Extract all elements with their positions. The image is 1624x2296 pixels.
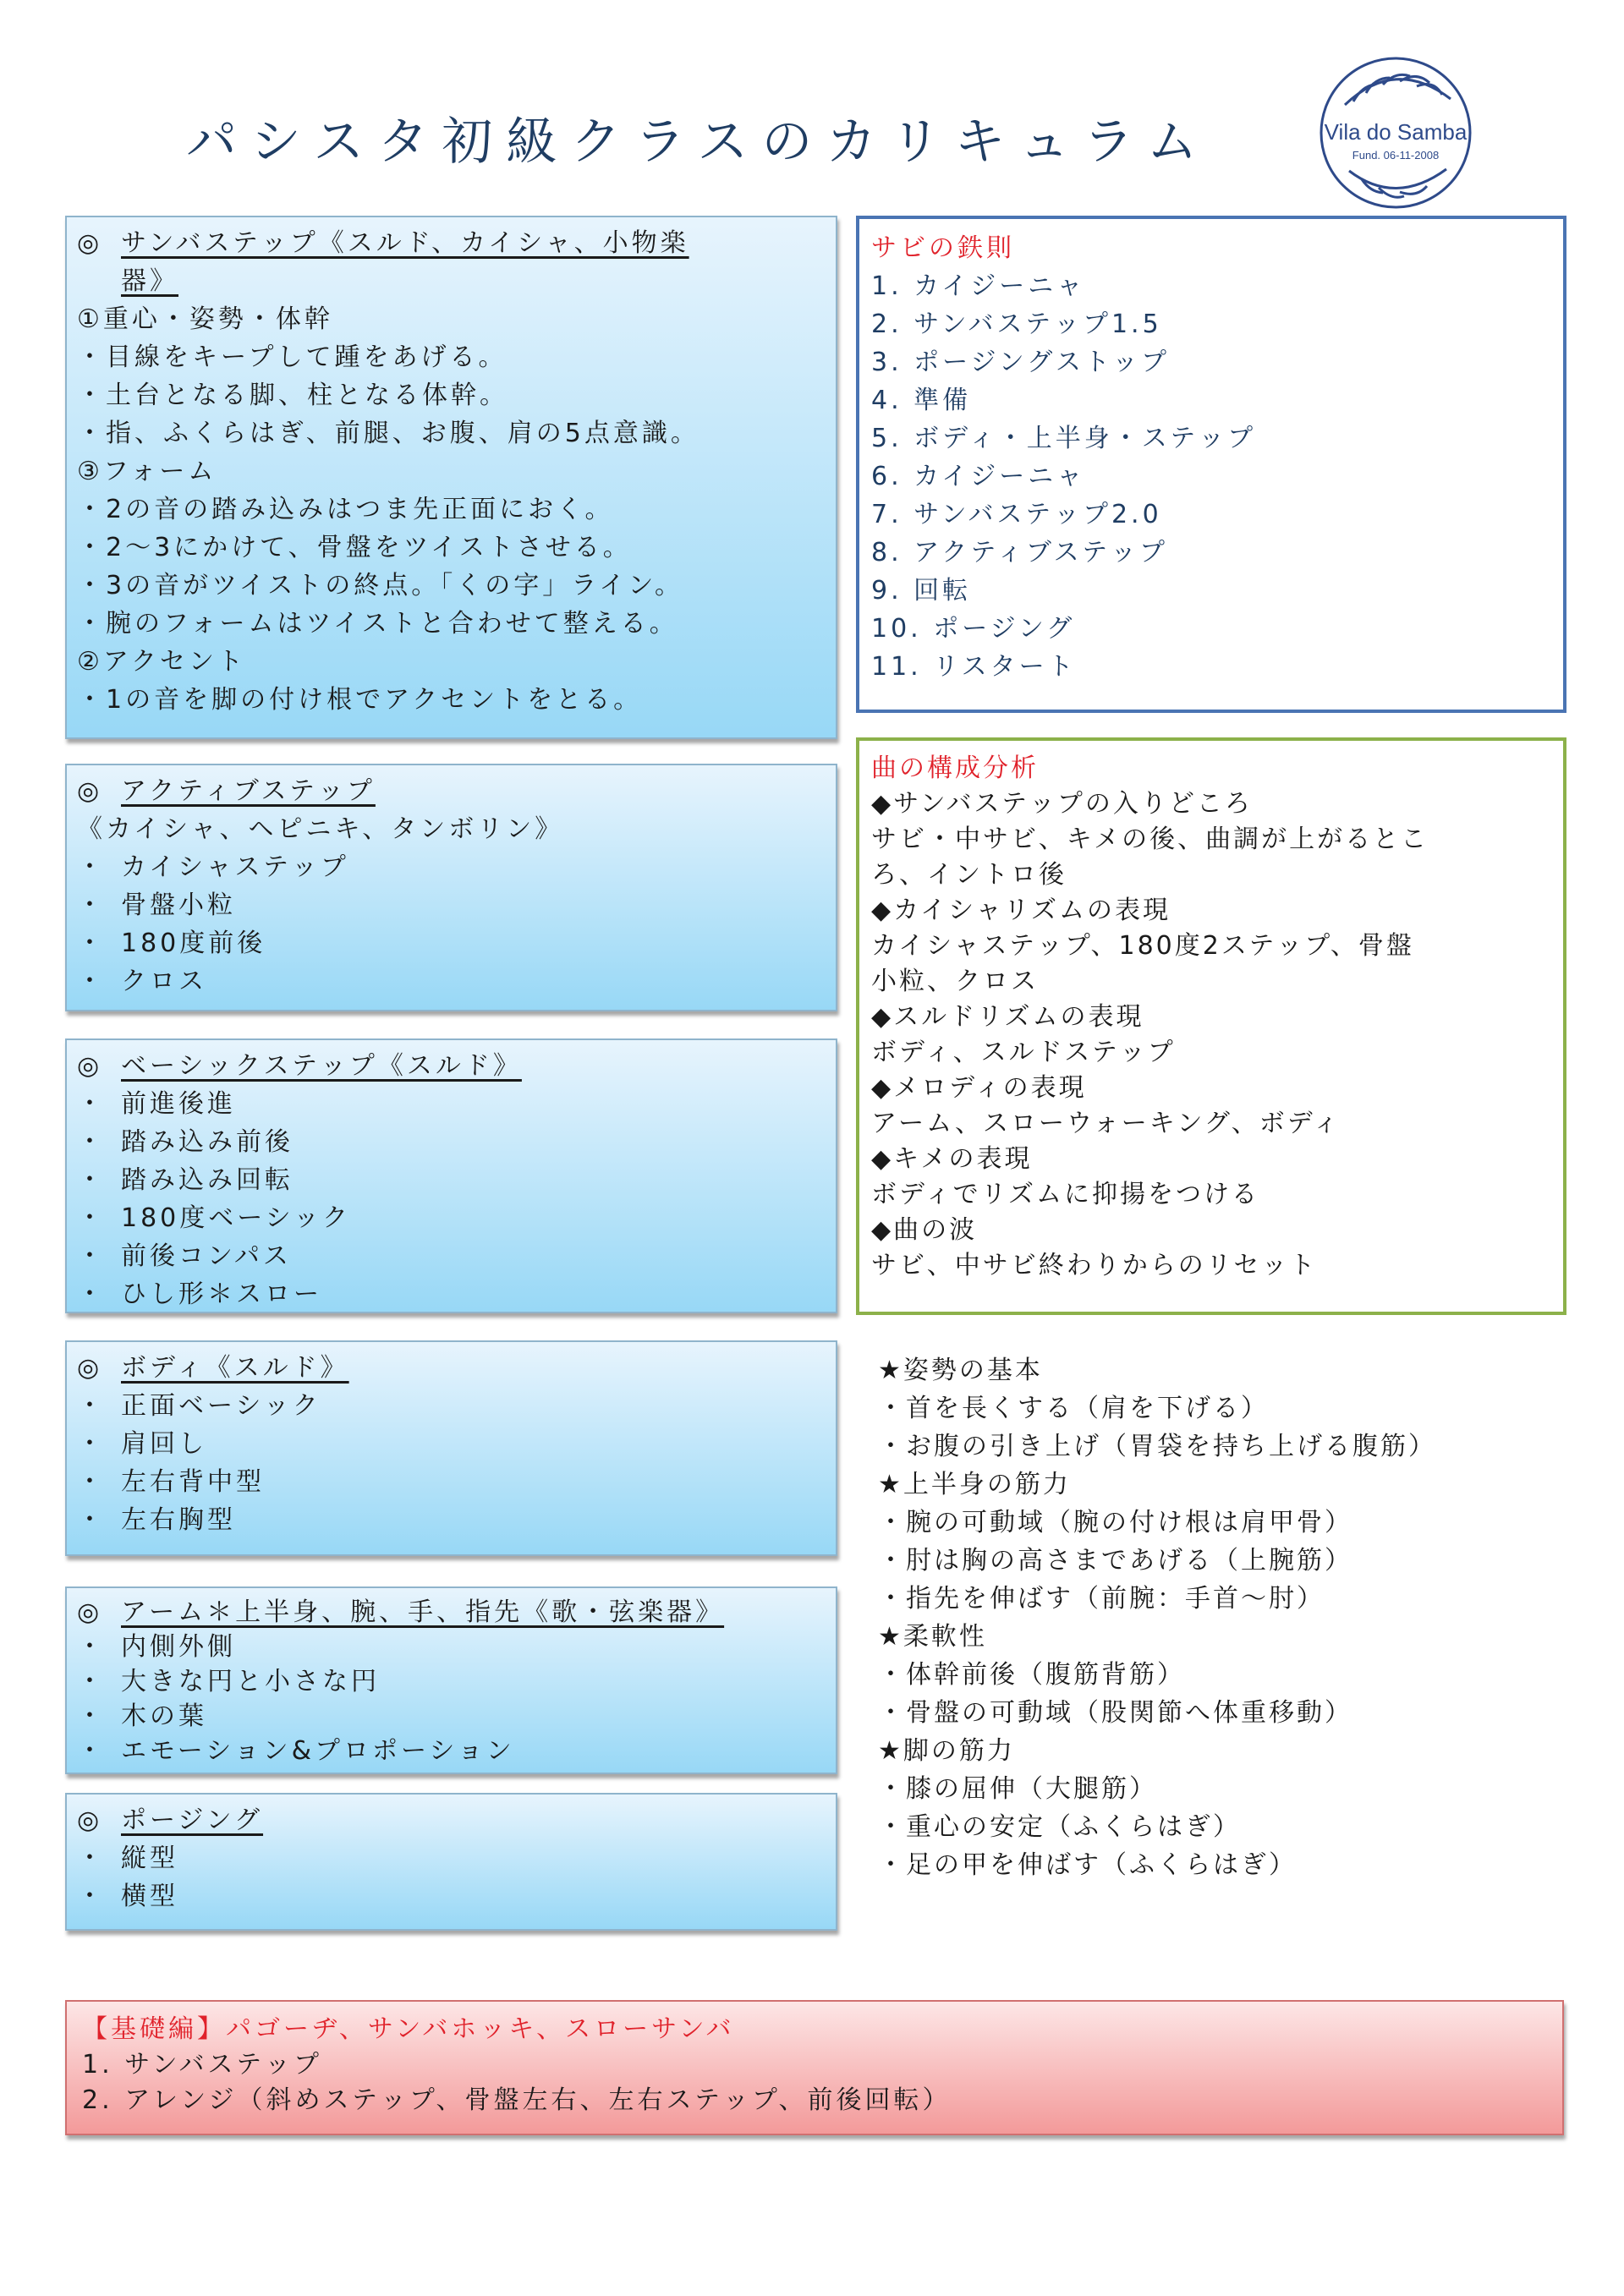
body-heading: ボディ《スルド》 bbox=[121, 1353, 349, 1383]
song-analysis-line: ◆サンバステップの入りどころ bbox=[871, 789, 1253, 819]
sabi-rules-heading: サビの鉄則 bbox=[871, 233, 1015, 263]
samba-step-line: ③フォーム bbox=[77, 457, 217, 486]
active-step-heading: アクティブステップ bbox=[121, 776, 376, 806]
bullet: ・ bbox=[77, 1882, 106, 1911]
posing-heading: ポージング bbox=[121, 1806, 264, 1835]
samba-step-line: ②アクセント bbox=[77, 647, 246, 677]
posture-line: ・足の甲を伸ばす（ふくらはぎ） bbox=[878, 1850, 1297, 1880]
list-item: 横型 bbox=[121, 1882, 178, 1911]
basics-box bbox=[65, 2000, 1564, 2135]
active-step-box bbox=[65, 764, 837, 1011]
posture-line: ★姿勢の基本 bbox=[878, 1356, 1043, 1385]
sabi-rule-item: 6. カイジーニャ bbox=[871, 462, 1086, 491]
double-circle-mark: ◎ bbox=[77, 1806, 103, 1835]
basics-item: 2. アレンジ（斜めステップ、骨盤左右、左右ステップ、前後回転） bbox=[82, 2085, 952, 2115]
samba-step-line: ・3の音がツイストの終点。「くの字」ライン。 bbox=[77, 571, 683, 600]
posture-line: ★脚の筋力 bbox=[878, 1736, 1015, 1766]
song-analysis-line: ◆キメの表現 bbox=[871, 1144, 1033, 1174]
samba-step-line: ・指、ふくらはぎ、前腿、お腹、肩の5点意識。 bbox=[77, 419, 700, 448]
bullet: ・ bbox=[77, 1280, 106, 1309]
samba-step-line: ・1の音を脚の付け根でアクセントをとる。 bbox=[77, 685, 643, 715]
arm-heading: アーム＊上半身、腕、手、指先《歌・弦楽器》 bbox=[121, 1597, 725, 1627]
posture-line: ・首を長くする（肩を下げる） bbox=[878, 1394, 1269, 1423]
song-analysis-heading: 曲の構成分析 bbox=[871, 753, 1039, 783]
samba-step-line: ・2～3にかけて、骨盤をツイストさせる。 bbox=[77, 533, 632, 562]
bullet: ・ bbox=[77, 1632, 106, 1662]
bullet: ・ bbox=[77, 1429, 106, 1459]
song-analysis-line: ◆メロディの表現 bbox=[871, 1073, 1087, 1103]
body-box bbox=[65, 1340, 837, 1556]
list-item: 縦型 bbox=[121, 1844, 178, 1873]
bullet: ・ bbox=[77, 929, 106, 958]
samba-step-line: ①重心・姿勢・体幹 bbox=[77, 304, 333, 334]
bullet: ・ bbox=[77, 1241, 106, 1271]
list-item: 左右背中型 bbox=[121, 1467, 265, 1497]
posture-line: ・体幹前後（腹筋背筋） bbox=[878, 1660, 1185, 1690]
logo-name: Vila do Samba bbox=[1324, 119, 1468, 145]
posture-line: ・腕の可動域（腕の付け根は肩甲骨） bbox=[878, 1508, 1352, 1537]
song-analysis-line: ◆カイシャリズムの表現 bbox=[871, 896, 1171, 925]
bullet: ・ bbox=[77, 1844, 106, 1873]
list-item: 前進後進 bbox=[121, 1089, 236, 1119]
list-item: 180度ベーシック bbox=[121, 1203, 352, 1233]
list-item: ひし形＊スロー bbox=[121, 1280, 322, 1309]
song-analysis-line: ◆曲の波 bbox=[871, 1215, 978, 1245]
samba-step-heading-2: 器》 bbox=[121, 266, 178, 296]
basic-step-box bbox=[65, 1038, 837, 1313]
bullet: ・ bbox=[77, 1667, 106, 1696]
song-analysis-line: 小粒、クロス bbox=[871, 967, 1039, 996]
posture-line: ・お腹の引き上げ（胃袋を持ち上げる腹筋） bbox=[878, 1432, 1436, 1461]
list-item: 大きな円と小さな円 bbox=[121, 1667, 380, 1696]
list-item: 前後コンパス bbox=[121, 1241, 292, 1271]
sabi-rule-item: 2. サンバステップ1.5 bbox=[871, 310, 1162, 339]
bullet: ・ bbox=[77, 1467, 106, 1497]
list-item: クロス bbox=[121, 967, 207, 996]
list-item: 肩回し bbox=[121, 1429, 207, 1459]
bullet: ・ bbox=[77, 1127, 106, 1157]
sabi-rule-item: 7. サンバステップ2.0 bbox=[871, 500, 1162, 529]
bullet: ・ bbox=[77, 1701, 106, 1731]
sabi-rule-item: 9. 回転 bbox=[871, 576, 972, 606]
posture-notes bbox=[878, 1351, 1436, 1884]
samba-step-line: ・目線をキープして踵をあげる。 bbox=[77, 342, 508, 372]
bullet: ・ bbox=[77, 1391, 106, 1421]
sabi-rule-item: 11. リスタート bbox=[871, 652, 1077, 682]
sabi-rule-item: 5. ボディ・上半身・ステップ bbox=[871, 424, 1257, 453]
song-analysis-line: アーム、スローウォーキング、ボディ bbox=[871, 1109, 1341, 1138]
double-circle-mark: ◎ bbox=[77, 1597, 103, 1627]
double-circle-mark: ◎ bbox=[77, 1353, 103, 1383]
song-analysis-line: ボディ、スルドステップ bbox=[871, 1038, 1176, 1067]
basic-step-heading: ベーシックステップ《スルド》 bbox=[121, 1051, 522, 1081]
song-analysis-line: ボディでリズムに抑揚をつける bbox=[871, 1180, 1259, 1209]
sabi-rule-item: 4. 準備 bbox=[871, 386, 972, 415]
song-analysis-line: サビ・中サビ、キメの後、曲調が上がるとこ bbox=[871, 825, 1429, 854]
list-item: エモーション&プロポーション bbox=[121, 1736, 515, 1766]
list-item: 踏み込み回転 bbox=[121, 1165, 294, 1195]
posture-line: ★上半身の筋力 bbox=[878, 1470, 1071, 1499]
posture-line: ・骨盤の可動域（股関節へ体重移動） bbox=[878, 1698, 1352, 1728]
song-analysis-line: サビ、中サビ終わりからのリセット bbox=[871, 1251, 1318, 1280]
posture-line: ・膝の屈伸（大腿筋） bbox=[878, 1774, 1157, 1804]
list-item: 左右胸型 bbox=[121, 1505, 236, 1535]
sabi-rule-item: 8. アクティブステップ bbox=[871, 538, 1169, 567]
sabi-rule-item: 10. ポージング bbox=[871, 614, 1076, 644]
bullet: ・ bbox=[77, 1203, 106, 1233]
list-item: 踏み込み前後 bbox=[121, 1127, 294, 1157]
sabi-rules-panel bbox=[856, 216, 1566, 713]
samba-step-heading-1: サンバステップ《スルド、カイシャ、小物楽 bbox=[121, 228, 689, 258]
samba-step-line: ・土台となる脚、柱となる体幹。 bbox=[77, 381, 508, 410]
samba-step-line: ・2の音の踏み込みはつま先正面におく。 bbox=[77, 495, 614, 524]
posture-line: ・重心の安定（ふくらはぎ） bbox=[878, 1812, 1241, 1842]
double-circle-mark: ◎ bbox=[77, 776, 103, 806]
sabi-rule-item: 3. ポージングストップ bbox=[871, 348, 1171, 377]
posture-line: ・肘は胸の高さまであげる（上腕筋） bbox=[878, 1546, 1352, 1575]
logo-fund: Fund. 06-11-2008 bbox=[1352, 149, 1440, 162]
bullet: ・ bbox=[77, 1089, 106, 1119]
double-circle-mark: ◎ bbox=[77, 1051, 103, 1081]
list-item: 180度前後 bbox=[121, 929, 266, 958]
bullet: ・ bbox=[77, 967, 106, 996]
double-circle-mark: ◎ bbox=[77, 228, 103, 258]
posing-box bbox=[65, 1793, 837, 1931]
bullet: ・ bbox=[77, 1736, 106, 1766]
list-item: カイシャステップ bbox=[121, 852, 349, 882]
arm-box bbox=[65, 1586, 837, 1774]
sabi-rule-item: 1. カイジーニャ bbox=[871, 271, 1086, 301]
basics-item: 1. サンバステップ bbox=[82, 2050, 322, 2080]
bullet: ・ bbox=[77, 1505, 106, 1535]
song-analysis-line: ◆スルドリズムの表現 bbox=[871, 1002, 1144, 1032]
list-item: 木の葉 bbox=[121, 1701, 207, 1731]
bullet: ・ bbox=[77, 852, 106, 882]
bullet: ・ bbox=[77, 1165, 106, 1195]
vila-do-samba-logo bbox=[1315, 52, 1476, 213]
active-step-subheading: 《カイシャ、ヘピニキ、タンボリン》 bbox=[77, 814, 564, 844]
list-item: 正面ベーシック bbox=[121, 1391, 321, 1421]
samba-step-box bbox=[65, 216, 837, 739]
list-item: 内側外側 bbox=[121, 1632, 236, 1662]
song-analysis-line: ろ、イントロ後 bbox=[871, 860, 1067, 890]
samba-step-line: ・腕のフォームはツイストと合わせて整える。 bbox=[77, 609, 678, 638]
list-item: 骨盤小粒 bbox=[121, 890, 236, 920]
basics-heading: 【基礎編】パゴーヂ、サンバホッキ、スローサンバ bbox=[82, 2014, 735, 2044]
bullet: ・ bbox=[77, 890, 106, 920]
posture-line: ・指先を伸ばす（前腕：手首～肘） bbox=[878, 1584, 1325, 1614]
song-analysis-panel bbox=[856, 737, 1566, 1315]
posture-line: ★柔軟性 bbox=[878, 1622, 987, 1652]
song-analysis-line: カイシャステップ、180度2ステップ、骨盤 bbox=[871, 931, 1414, 961]
page-title: パシスタ初級クラスのカリキュラム bbox=[186, 112, 1211, 172]
